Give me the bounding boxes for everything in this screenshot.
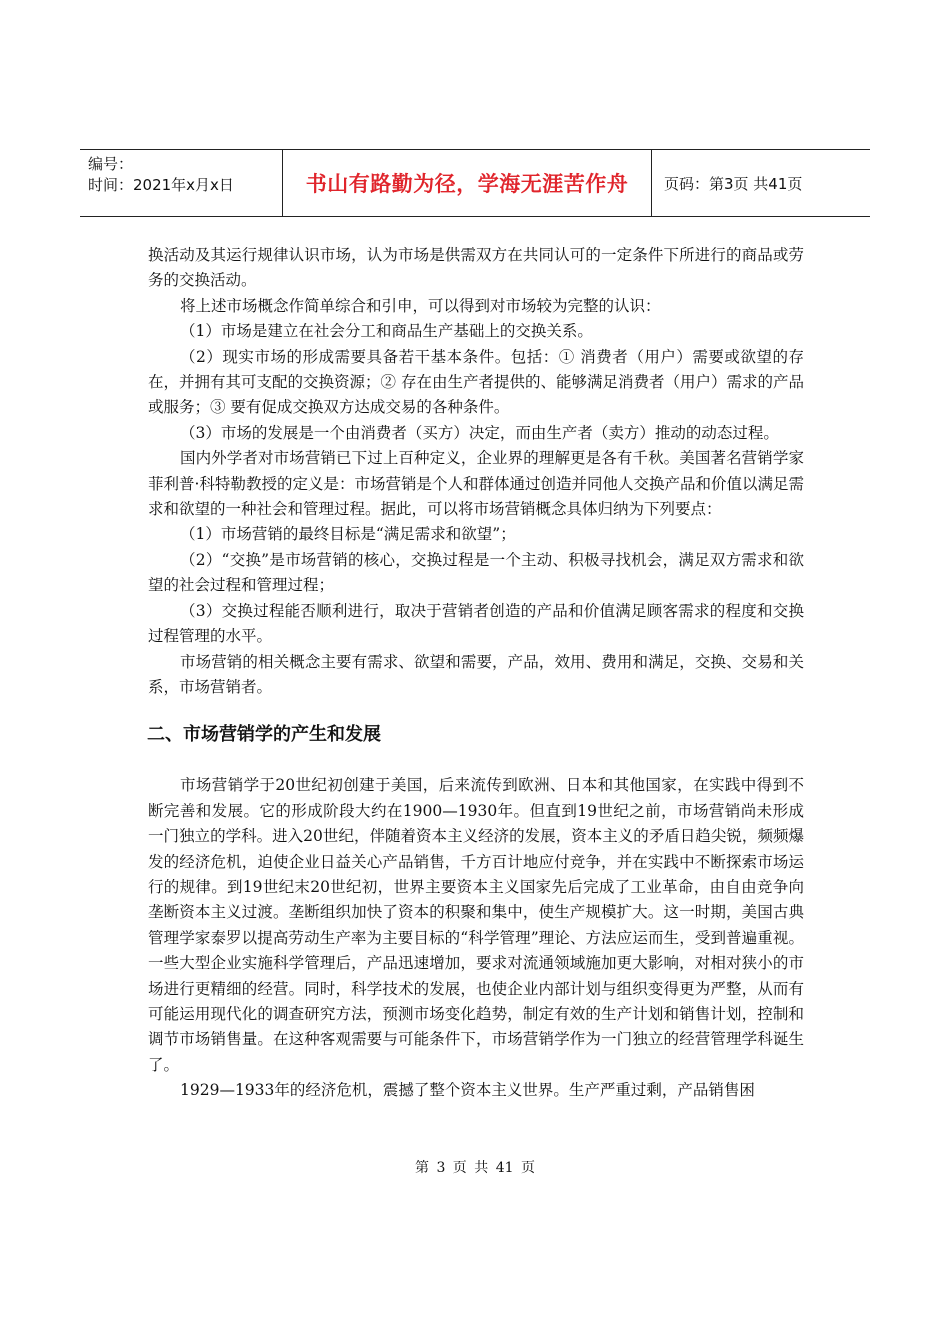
section-heading: 二、市场营销学的产生和发展 (147, 724, 381, 746)
paragraph: （1）市场营销的最终目标是“满足需求和欲望”； (180, 525, 516, 544)
paragraph: 将上述市场概念作简单综合和引申，可以得到对市场较为完整的认识： (180, 296, 661, 315)
paragraph: （1）市场是建立在社会分工和商品生产基础上的交换关系。 (180, 322, 593, 341)
paragraph: 市场营销学于20世纪初创建于美国，后来流传到欧洲、日本和其他国家，在实践中得到不断完善和发展。它的形成阶段大约在1900—1930年。但直到19世纪之前，市场营销尚未形成一门独立的学科。进入20世纪，伴随着资本主义经济的发展，资本主义的矛盾日趋尖锐，频频爆发的经济危机，迫使企业日益关心产品销售，千方百计地应付竞争，并在实践中不断探索市场运行的规律。到19世纪末20世纪初，世界主要资本主义国家先后完成了工业革命，由自由竞争向垄断资本主义过渡。垄断组织加快了资本的积聚和集中，使生产规模扩大。这一时期，美国古典管理学家泰罗以提高劳动生产率为主要目标的“科学管理”理论、方法应运而生，受到普遍重视。一些大型企业实施科学管理后，产品迅速增加，要求对流通领域施加更大影响，对相对狭小的市场进行更精细的经营。同时，科学技术的发展，也使企业内部计划与组织变得更为严整，从而有可能运用现代化的调查研究方法，预测市场变化趋势，制定有效的生产计划和销售计划，控制和调节市场销售量。在这种客观需要与可能条件下，市场营销学作为一门独立的经营管理学科诞生了。 (148, 776, 804, 1074)
time-label: 时间：2021年x月x日 (88, 176, 234, 194)
page-header (80, 149, 870, 217)
paragraph: 1929—1933年的经济危机，震撼了整个资本主义世界。生产严重过剩，产品销售困 (180, 1081, 755, 1100)
paragraph: 市场营销的相关概念主要有需求、欲望和需要，产品，效用、费用和满足，交换、交易和关系，市场营销者。 (148, 652, 804, 696)
paragraph: （2）现实市场的形成需要具备若干基本条件。包括：① 消费者（用户）需要或欲望的存在，并拥有其可支配的交换资源；② 存在由生产者提供的、能够满足消费者（用户）需求的产品或服务；③ 要有促成交换双方达成交易的各种条件。 (148, 347, 804, 417)
paragraph: （3）市场的发展是一个由消费者（买方）决定，而由生产者（卖方）推动的动态过程。 (180, 423, 779, 442)
header-motto: 书山有路勤为径，学海无涯苦作舟 (283, 150, 652, 216)
document-body (148, 243, 804, 1104)
page-footer: 第 3 页 共 41 页 (415, 1160, 535, 1176)
paragraph: （3）交换过程能否顺利进行，取决于营销者创造的产品和价值满足顾客需求的程度和交换过程管理的水平。 (148, 601, 804, 646)
paragraph: 国内外学者对市场营销已下过上百种定义，企业界的理解更是各有千秋。美国著名营销学家菲利普·科特勒教授的定义是：市场营销是个人和群体通过创造并同他人交换产品和价值以满足需求和欲望的一种社会和管理过程。据此，可以将市场营销概念具体归纳为下列要点： (148, 449, 804, 519)
header-meta (80, 150, 283, 216)
paragraph: 换活动及其运行规律认识市场，认为市场是供需双方在共同认可的一定条件下所进行的商品或劳务的交换活动。 (148, 246, 804, 290)
number-label: 编号： (88, 155, 134, 173)
header-page-code: 页码：第3页 共41页 (664, 174, 803, 193)
paragraph: （2）“交换”是市场营销的核心，交换过程是一个主动、积极寻找机会，满足双方需求和欲望的社会过程和管理过程； (148, 550, 804, 595)
